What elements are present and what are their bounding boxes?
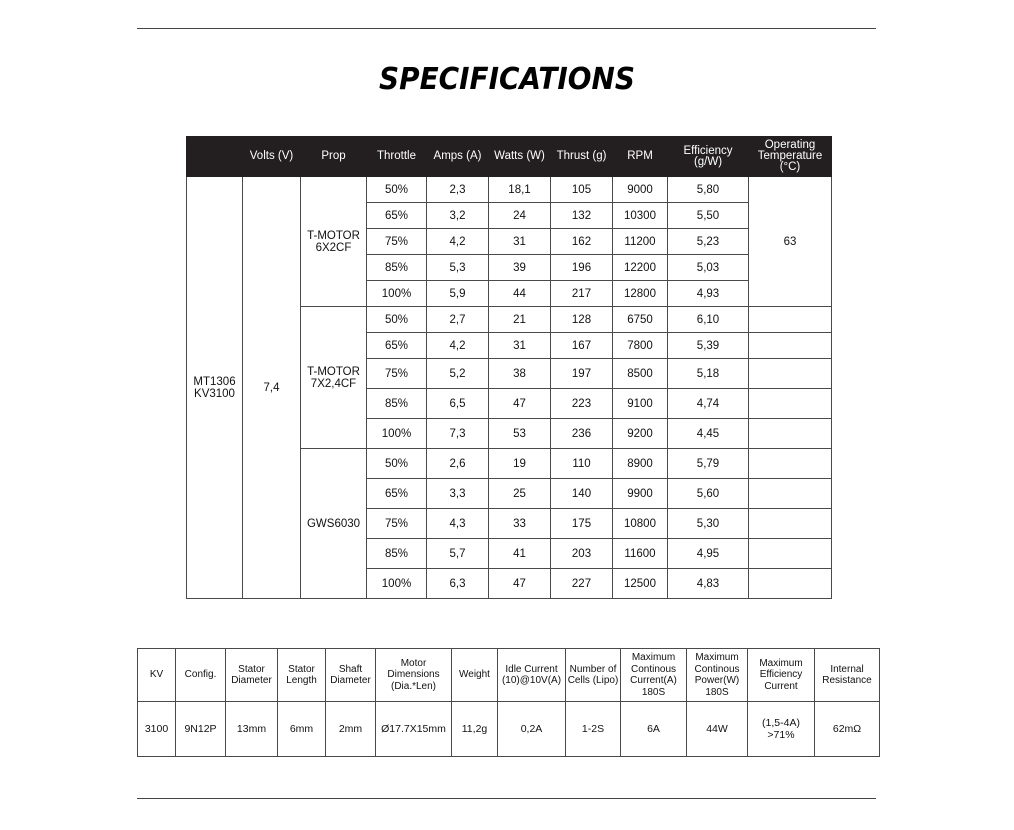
watts-cell: 47 (489, 569, 551, 599)
temperature-cell (749, 539, 832, 569)
spec-header-cell: Efficiency (g/W) (668, 137, 749, 177)
spec-table-body (187, 177, 832, 599)
throttle-cell: 100% (367, 419, 427, 449)
watts-cell: 31 (489, 333, 551, 359)
temperature-cell (749, 307, 832, 333)
throttle-cell: 85% (367, 539, 427, 569)
throttle-cell: 50% (367, 307, 427, 333)
efficiency-cell: 5,60 (668, 479, 749, 509)
spec-header-cell (187, 137, 243, 177)
thrust-cell: 217 (551, 281, 613, 307)
rpm-cell: 6750 (613, 307, 668, 333)
spec-header-cell: Thrust (g) (551, 137, 613, 177)
motor-header-cell: Stator Length (278, 649, 326, 702)
temperature-cell: 63 (749, 177, 832, 307)
thrust-cell: 140 (551, 479, 613, 509)
throttle-cell: 75% (367, 509, 427, 539)
throttle-cell: 75% (367, 229, 427, 255)
efficiency-cell: 5,23 (668, 229, 749, 255)
thrust-cell: 105 (551, 177, 613, 203)
efficiency-cell: 5,30 (668, 509, 749, 539)
temperature-cell (749, 389, 832, 419)
amps-cell: 5,7 (427, 539, 489, 569)
rpm-cell: 8900 (613, 449, 668, 479)
motor-header-cell: Number of Cells (Lipo) (566, 649, 621, 702)
thrust-cell: 196 (551, 255, 613, 281)
rpm-cell: 9200 (613, 419, 668, 449)
amps-cell: 2,6 (427, 449, 489, 479)
motor-value-cell: 1-2S (566, 702, 621, 757)
rpm-cell: 10300 (613, 203, 668, 229)
watts-cell: 18,1 (489, 177, 551, 203)
page-title: SPECIFICATIONS (379, 62, 635, 97)
throttle-cell: 85% (367, 255, 427, 281)
thrust-cell: 236 (551, 419, 613, 449)
motor-header-cell: Config. (176, 649, 226, 702)
efficiency-cell: 6,10 (668, 307, 749, 333)
amps-cell: 3,2 (427, 203, 489, 229)
top-rule (137, 28, 876, 29)
motor-value-row (138, 702, 880, 757)
thrust-cell: 175 (551, 509, 613, 539)
spec-header-row (187, 137, 832, 177)
throttle-cell: 100% (367, 281, 427, 307)
motor-header-cell: Stator Diameter (226, 649, 278, 702)
efficiency-cell: 4,45 (668, 419, 749, 449)
motor-header-cell: Weight (452, 649, 498, 702)
motor-header-cell: Maximum Continous Current(A) 180S (621, 649, 687, 702)
motor-value-cell: 9N12P (176, 702, 226, 757)
temperature-cell (749, 419, 832, 449)
throttle-cell: 100% (367, 569, 427, 599)
motor-value-cell: 6A (621, 702, 687, 757)
spec-table-header (187, 137, 832, 177)
amps-cell: 5,3 (427, 255, 489, 281)
motor-header-cell: Idle Current (10)@10V(A) (498, 649, 566, 702)
amps-cell: 2,7 (427, 307, 489, 333)
thrust-cell: 227 (551, 569, 613, 599)
watts-cell: 25 (489, 479, 551, 509)
temperature-cell (749, 479, 832, 509)
motor-header-cell: Maximum Efficiency Current (748, 649, 815, 702)
motor-value-cell: 0,2A (498, 702, 566, 757)
rpm-cell: 11600 (613, 539, 668, 569)
watts-cell: 24 (489, 203, 551, 229)
motor-header-cell: Shaft Diameter (326, 649, 376, 702)
rpm-cell: 11200 (613, 229, 668, 255)
throttle-cell: 65% (367, 479, 427, 509)
rpm-cell: 10800 (613, 509, 668, 539)
amps-cell: 4,3 (427, 509, 489, 539)
thrust-cell: 167 (551, 333, 613, 359)
spec-header-cell: Prop (301, 137, 367, 177)
spec-header-cell: RPM (613, 137, 668, 177)
spec-header-cell: Amps (A) (427, 137, 489, 177)
temperature-cell (749, 359, 832, 389)
prop-cell: T-MOTOR 7X2,4CF (301, 307, 367, 449)
rpm-cell: 12500 (613, 569, 668, 599)
spec-table (186, 136, 832, 599)
motor-header-cell: Internal Resistance (815, 649, 880, 702)
motor-value-cell: (1,5-4A) >71% (748, 702, 815, 757)
rpm-cell: 9900 (613, 479, 668, 509)
watts-cell: 19 (489, 449, 551, 479)
spec-table-row (187, 177, 832, 203)
efficiency-cell: 5,18 (668, 359, 749, 389)
watts-cell: 53 (489, 419, 551, 449)
motor-header-cell: Motor Dimensions (Dia.*Len) (376, 649, 452, 702)
motor-header-cell: Maximum Continous Power(W) 180S (687, 649, 748, 702)
motor-value-cell: 62mΩ (815, 702, 880, 757)
spec-header-cell: Volts (V) (243, 137, 301, 177)
amps-cell: 4,2 (427, 229, 489, 255)
amps-cell: 5,9 (427, 281, 489, 307)
efficiency-cell: 4,93 (668, 281, 749, 307)
motor-value-cell: Ø17.7X15mm (376, 702, 452, 757)
efficiency-cell: 5,80 (668, 177, 749, 203)
throttle-cell: 85% (367, 389, 427, 419)
thrust-cell: 128 (551, 307, 613, 333)
motor-value-cell: 44W (687, 702, 748, 757)
spec-header-cell: Throttle (367, 137, 427, 177)
watts-cell: 41 (489, 539, 551, 569)
rpm-cell: 8500 (613, 359, 668, 389)
spec-header-cell: Operating Temperature (°C) (749, 137, 832, 177)
temperature-cell (749, 333, 832, 359)
rpm-cell: 7800 (613, 333, 668, 359)
rpm-cell: 9100 (613, 389, 668, 419)
watts-cell: 44 (489, 281, 551, 307)
motor-value-cell: 13mm (226, 702, 278, 757)
motor-model-cell: MT1306 KV3100 (187, 177, 243, 599)
efficiency-cell: 5,39 (668, 333, 749, 359)
amps-cell: 6,3 (427, 569, 489, 599)
efficiency-cell: 5,50 (668, 203, 749, 229)
amps-cell: 2,3 (427, 177, 489, 203)
efficiency-cell: 5,79 (668, 449, 749, 479)
watts-cell: 33 (489, 509, 551, 539)
spec-header-cell: Watts (W) (489, 137, 551, 177)
watts-cell: 39 (489, 255, 551, 281)
motor-value-cell: 3100 (138, 702, 176, 757)
efficiency-cell: 4,74 (668, 389, 749, 419)
prop-cell: T-MOTOR 6X2CF (301, 177, 367, 307)
thrust-cell: 197 (551, 359, 613, 389)
throttle-cell: 50% (367, 177, 427, 203)
temperature-cell (749, 509, 832, 539)
temperature-cell (749, 449, 832, 479)
thrust-cell: 132 (551, 203, 613, 229)
rpm-cell: 12800 (613, 281, 668, 307)
volts-cell: 7,4 (243, 177, 301, 599)
rpm-cell: 9000 (613, 177, 668, 203)
watts-cell: 31 (489, 229, 551, 255)
motor-value-cell: 6mm (278, 702, 326, 757)
throttle-cell: 75% (367, 359, 427, 389)
amps-cell: 4,2 (427, 333, 489, 359)
thrust-cell: 203 (551, 539, 613, 569)
efficiency-cell: 5,03 (668, 255, 749, 281)
throttle-cell: 65% (367, 333, 427, 359)
efficiency-cell: 4,83 (668, 569, 749, 599)
amps-cell: 3,3 (427, 479, 489, 509)
amps-cell: 5,2 (427, 359, 489, 389)
bottom-rule (137, 798, 876, 799)
efficiency-cell: 4,95 (668, 539, 749, 569)
amps-cell: 7,3 (427, 419, 489, 449)
prop-cell: GWS6030 (301, 449, 367, 599)
motor-header-cell: KV (138, 649, 176, 702)
throttle-cell: 50% (367, 449, 427, 479)
motor-value-cell: 11,2g (452, 702, 498, 757)
motor-value-cell: 2mm (326, 702, 376, 757)
watts-cell: 38 (489, 359, 551, 389)
throttle-cell: 65% (367, 203, 427, 229)
watts-cell: 21 (489, 307, 551, 333)
motor-table (137, 648, 880, 757)
thrust-cell: 223 (551, 389, 613, 419)
motor-header-row (138, 649, 880, 702)
rpm-cell: 12200 (613, 255, 668, 281)
amps-cell: 6,5 (427, 389, 489, 419)
thrust-cell: 110 (551, 449, 613, 479)
temperature-cell (749, 569, 832, 599)
watts-cell: 47 (489, 389, 551, 419)
thrust-cell: 162 (551, 229, 613, 255)
